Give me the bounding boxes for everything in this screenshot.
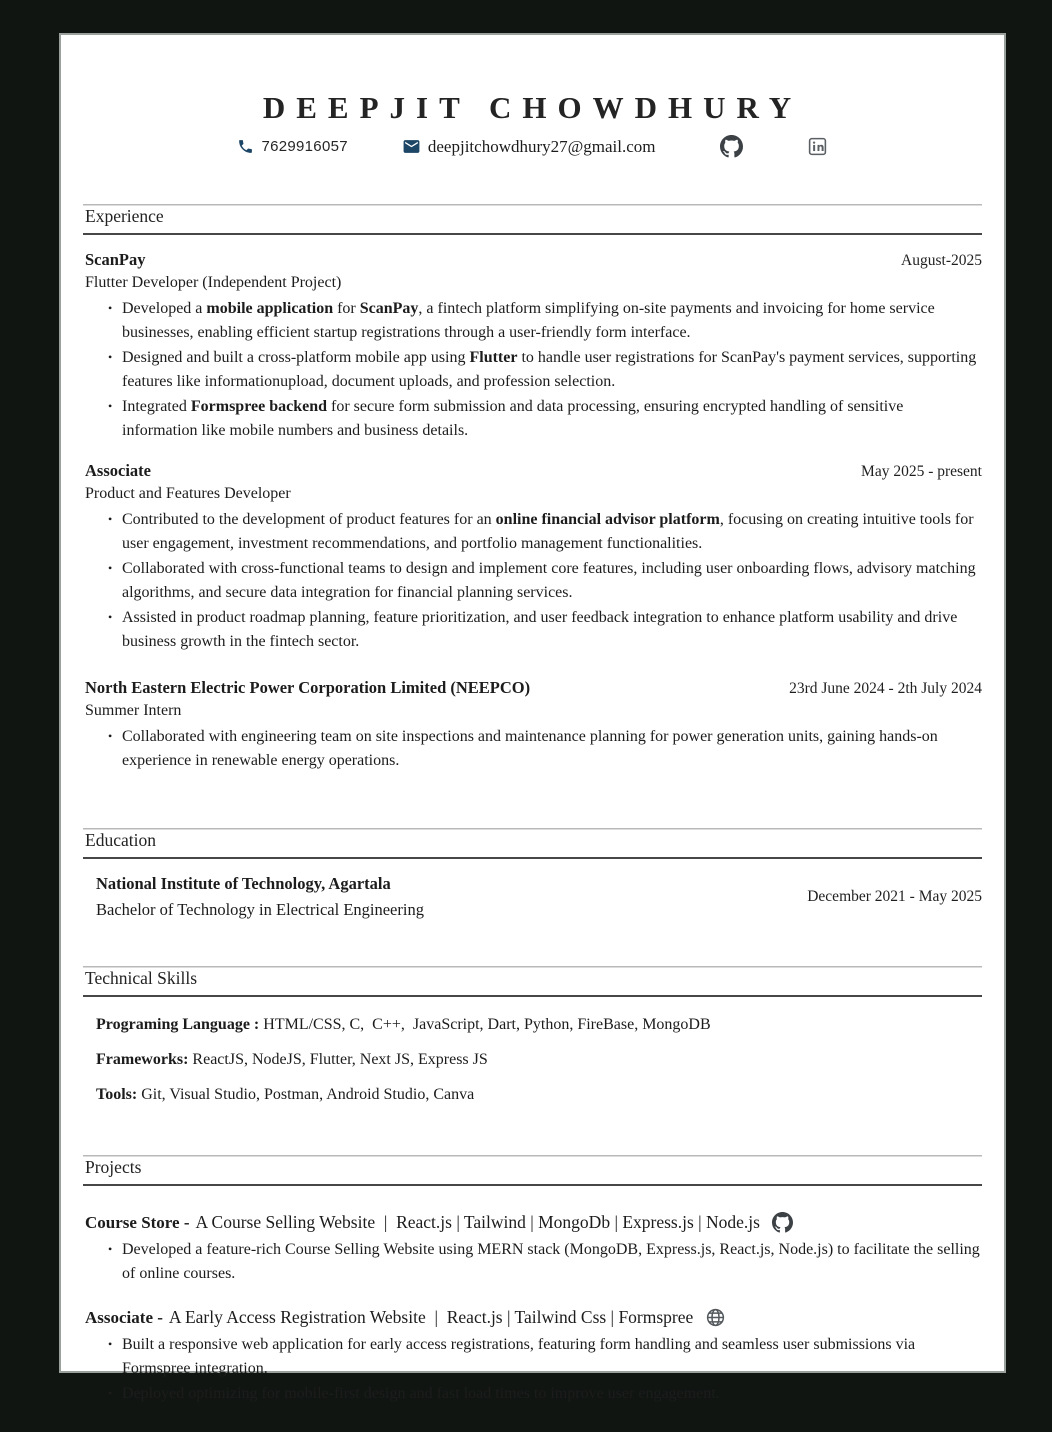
project-entry xyxy=(83,1307,982,1406)
contact-phone xyxy=(237,138,347,155)
company-name: North Eastern Electric Power Corporation Limited (NEEPCO) xyxy=(85,678,531,697)
bullet-item: • Developed a mobile application for ScanPay, a fintech platform simplifying on-site payments and invoicing for home service businesses, enabling efficient startup registrations through a user-friendly form interface. xyxy=(83,297,982,344)
skill-row xyxy=(96,1013,982,1037)
bullet-item: • Developed a feature-rich Course Selling Website using MERN stack (MongoDB, Express.js, React.js, Node.js) to facilitate the selling of online courses. xyxy=(83,1238,982,1285)
bullet-item: • Assisted in product roadmap planning, feature prioritization, and user feedback integration to enhance platform usability and drive business growth in the fintech sector. xyxy=(83,606,982,653)
entry-date: May 2025 - present xyxy=(861,463,982,480)
project-name: Associate - xyxy=(85,1307,163,1327)
globe-icon[interactable] xyxy=(705,1307,726,1328)
email-address: deepjitchowdhury27@gmail.com xyxy=(427,136,656,156)
github-icon[interactable] xyxy=(772,1212,793,1233)
bullet-list xyxy=(83,725,982,772)
bullet-item: • Collaborated with engineering team on site inspections and maintenance planning for power generation units, gaining hands-on experience in renewable energy operations. xyxy=(83,725,982,772)
section-experience xyxy=(83,204,982,772)
section-projects xyxy=(83,1155,982,1406)
contact-row xyxy=(83,135,982,158)
section-title: Projects xyxy=(83,1155,982,1186)
skill-value: HTML/CSS, C, C++, JavaScript, Dart, Python, FireBase, MongoDB xyxy=(259,1016,711,1033)
bullet-item: • Designed and built a cross-platform mobile app using Flutter to handle user registrations for ScanPay's payment services, supporting features like informationupload, document uploads, and profession selection. xyxy=(83,346,982,393)
project-name: Course Store - xyxy=(85,1212,190,1232)
skill-label: Frameworks: xyxy=(96,1051,189,1068)
bullet-item: • Built a responsive web application for early access registrations, featuring form handling and seamless user submissions via Formspree integration. xyxy=(83,1333,982,1380)
bullet-item: • Integrated Formspree backend for secure form submission and data processing, ensuring encrypted handling of sensitive information like mobile numbers and business details. xyxy=(83,395,982,442)
entry-header xyxy=(83,678,982,698)
bullet-item: • Collaborated with cross-functional teams to design and implement core features, including user onboarding flows, advisory matching algorithms, and secure data integration for financial planning services. xyxy=(83,557,982,604)
bullet-list xyxy=(83,1238,982,1285)
role-title: Summer Intern xyxy=(85,702,182,719)
skill-label: Programing Language : xyxy=(96,1016,260,1033)
education-entry xyxy=(96,874,982,920)
role-title: Flutter Developer (Independent Project) xyxy=(85,274,342,291)
resume-page xyxy=(59,33,1006,1402)
phone-icon xyxy=(237,138,254,155)
experience-entry xyxy=(83,250,982,442)
section-skills xyxy=(83,966,982,1107)
project-subtitle: A Early Access Registration Website | React.js | Tailwind Css | Formspree xyxy=(168,1307,694,1327)
experience-entry xyxy=(83,678,982,772)
entry-header xyxy=(83,250,982,270)
page-title: DEEPJIT CHOWDHURY xyxy=(262,90,803,125)
bullet-item: • Deployed optimizing for mobile-first design and fast load times to improve user engagement. xyxy=(83,1382,982,1406)
skill-row xyxy=(96,1083,982,1107)
company-name: ScanPay xyxy=(85,250,146,269)
project-entry xyxy=(83,1212,982,1285)
linkedin-icon[interactable] xyxy=(807,136,828,157)
entry-date: 23rd June 2024 - 2th July 2024 xyxy=(789,680,982,697)
skill-label: Tools: xyxy=(96,1086,138,1103)
resume-header xyxy=(83,90,982,158)
bullet-list xyxy=(83,297,982,442)
education-details xyxy=(96,874,424,920)
school-name: National Institute of Technology, Agartala xyxy=(96,874,391,893)
entry-date: December 2021 - May 2025 xyxy=(807,888,982,905)
section-title: Technical Skills xyxy=(83,966,982,997)
section-title: Experience xyxy=(83,204,982,235)
degree-name: Bachelor of Technology in Electrical Engineering xyxy=(96,900,424,919)
skill-value: Git, Visual Studio, Postman, Android Studio, Canva xyxy=(137,1086,475,1103)
skill-row xyxy=(96,1048,982,1072)
project-header xyxy=(83,1307,982,1328)
entry-header xyxy=(83,461,982,481)
section-title: Education xyxy=(83,828,982,859)
role-title: Product and Features Developer xyxy=(85,485,291,502)
project-subtitle: A Course Selling Website | React.js | Tailwind | MongoDb | Express.js | Node.js xyxy=(195,1212,760,1232)
entry-date: August-2025 xyxy=(901,252,982,269)
contact-email xyxy=(402,137,656,157)
project-header xyxy=(83,1212,982,1233)
bullet-list xyxy=(83,1333,982,1406)
envelope-icon xyxy=(402,137,421,156)
section-education xyxy=(83,828,982,920)
bullet-item: • Contributed to the development of product features for an online financial advisor platform, focusing on creating intuitive tools for user engagement, investment recommendations, and portfolio management functionalities. xyxy=(83,508,982,555)
experience-entry xyxy=(83,461,982,653)
bullet-list xyxy=(83,508,982,653)
github-icon[interactable] xyxy=(720,135,743,158)
phone-number: 7629916057 xyxy=(261,138,348,155)
skill-value: ReactJS, NodeJS, Flutter, Next JS, Express JS xyxy=(188,1051,488,1068)
company-name: Associate xyxy=(85,461,151,480)
